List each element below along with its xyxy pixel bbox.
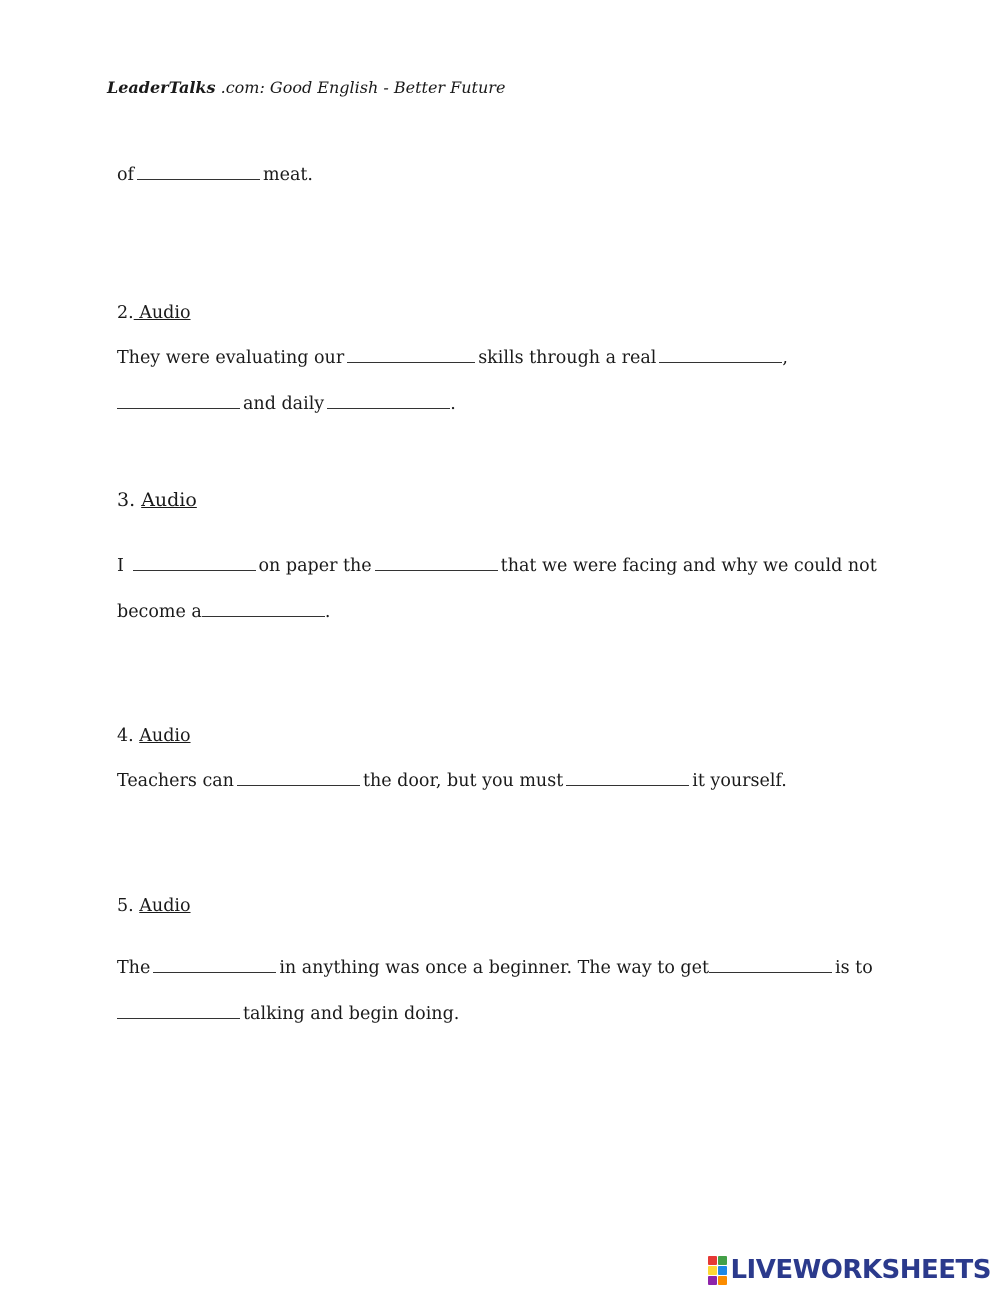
q4-line-1: Teachers can the door, but you must it yourself. [117, 771, 787, 791]
answer-blank[interactable] [375, 556, 498, 571]
q1-line: of meat. [117, 165, 313, 185]
q2-line-2: and daily . [117, 393, 456, 415]
q3-line-2: become a . [117, 602, 331, 622]
question-number: 2. [117, 303, 134, 323]
answer-blank[interactable] [117, 394, 240, 409]
q5-heading [117, 895, 191, 917]
logo-square [718, 1266, 727, 1275]
logo-mark-icon [708, 1256, 727, 1285]
logo-text: LIVEWORKSHEETS [730, 1255, 991, 1285]
logo-square [708, 1266, 717, 1275]
logo-square [708, 1276, 717, 1285]
answer-blank[interactable] [117, 1004, 240, 1019]
audio-link[interactable]: Audio [133, 303, 191, 323]
question-number: 3. [117, 489, 136, 511]
audio-link[interactable]: Audio [141, 489, 197, 511]
answer-blank[interactable] [133, 556, 256, 571]
q3-heading [117, 489, 197, 511]
answer-blank[interactable] [709, 958, 832, 973]
liveworksheets-logo [708, 1255, 991, 1285]
q2-line-1: They were evaluating our skills through a real , [117, 348, 788, 368]
q5-line-1: The in anything was once a beginner. The way to get is to [117, 958, 873, 978]
header-brand: LeaderTalks [107, 78, 216, 97]
q2-heading [117, 302, 191, 324]
question-number: 4. [117, 726, 134, 746]
q4-heading [117, 725, 191, 747]
answer-blank[interactable] [153, 958, 276, 973]
answer-blank[interactable] [659, 348, 782, 363]
logo-square [718, 1276, 727, 1285]
answer-blank[interactable] [327, 394, 450, 409]
answer-blank[interactable] [137, 165, 260, 180]
q5-line-2: talking and begin doing. [117, 1003, 459, 1025]
audio-link[interactable]: Audio [139, 896, 191, 916]
page-header [107, 78, 505, 97]
audio-link[interactable]: Audio [139, 726, 191, 746]
answer-blank[interactable] [237, 771, 360, 786]
header-tagline: .com: Good English - Better Future [215, 78, 506, 97]
answer-blank[interactable] [202, 602, 325, 617]
answer-blank[interactable] [347, 348, 475, 363]
logo-square [708, 1256, 717, 1265]
q3-line-1: I on paper the that we were facing and why we could not [117, 556, 877, 576]
logo-square [718, 1256, 727, 1265]
question-number: 5. [117, 896, 134, 916]
answer-blank[interactable] [566, 771, 689, 786]
